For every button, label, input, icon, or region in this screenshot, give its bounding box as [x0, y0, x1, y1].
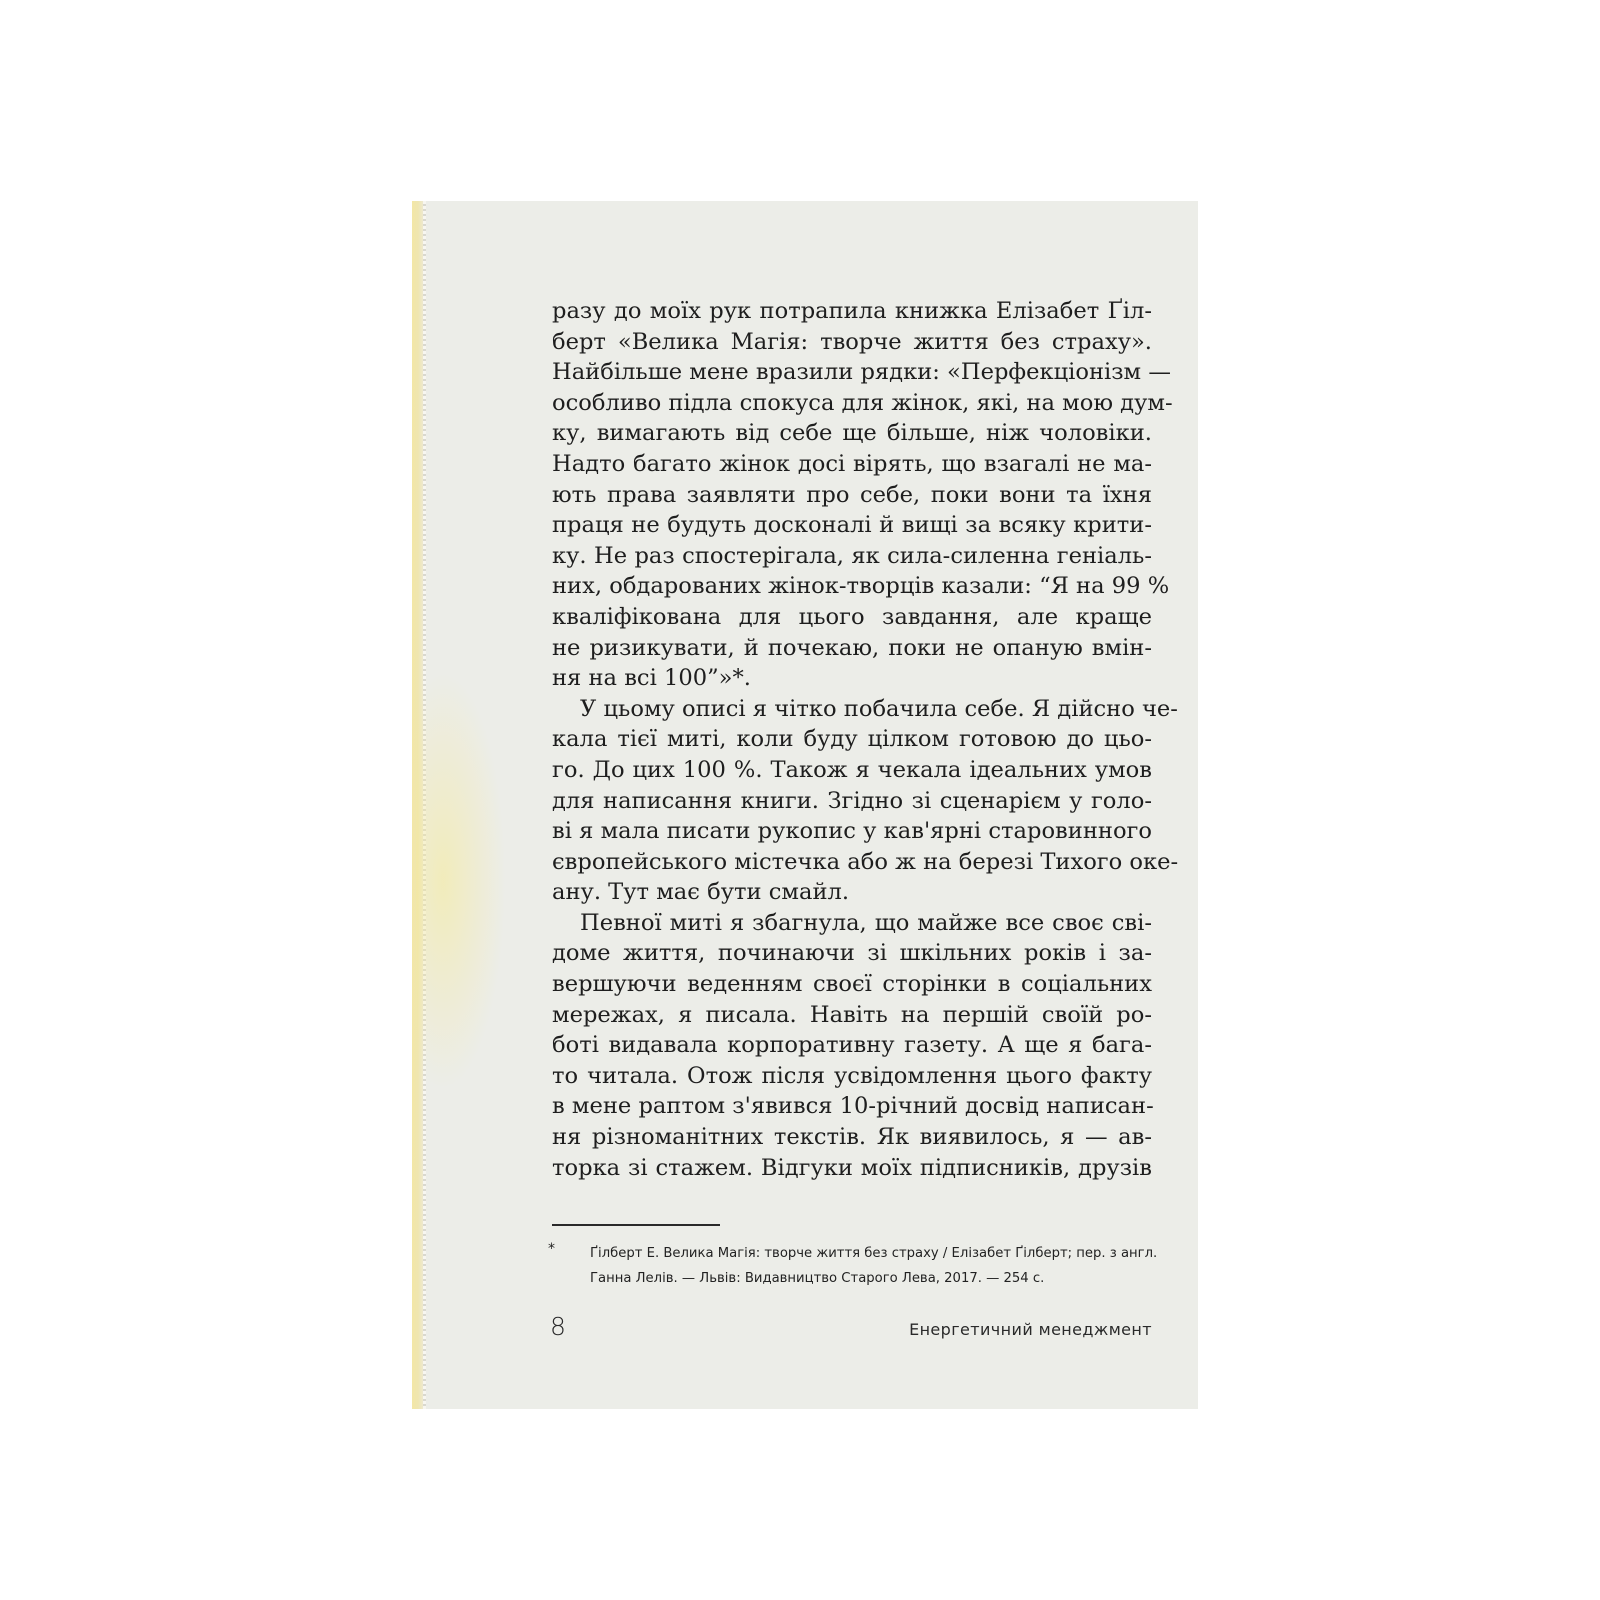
body-line: го. До цих 100 %. Також я чекала ідеальних умов [552, 756, 1152, 783]
body-line: ку, вимагають від себе ще більше, ніж чоловіки. [552, 420, 1152, 447]
body-line: ану. Тут має бути смайл. [552, 879, 850, 906]
body-line: Найбільше мене вразили рядки: «Перфекціонізм — [552, 359, 1171, 386]
body-line: Певної миті я збагнула, що майже все своє сві- [580, 909, 1152, 936]
body-line: берт «Велика Магія: творче життя без страху». [552, 328, 1152, 355]
body-line: ня різноманітних текстів. Як виявилось, я — ав- [552, 1124, 1152, 1151]
body-line: боті видавала корпоративну газету. А ще я бага- [552, 1032, 1152, 1059]
body-line: кала тієї миті, коли буду цілком готовою до цьо- [552, 726, 1152, 753]
body-line: доме життя, починаючи зі шкільних років і за- [552, 940, 1152, 967]
body-line: разу до моїх рук потрапила книжка Елізабет Ґіл- [552, 298, 1152, 324]
footnote-line: Ганна Лелів. — Львів: Видавництво Старого Лева, 2017. — 254 с. [590, 1271, 1045, 1286]
body-line: для написання книги. Згідно зі сценарієм у голо- [552, 787, 1152, 814]
body-line: ня на всі 100”»*. [552, 665, 751, 692]
body-line: праця не будуть досконалі й вищі за всяку крити- [552, 512, 1152, 539]
body-line: вершуючи веденням своєї сторінки в соціальних [552, 971, 1152, 998]
footnote-mark: * [548, 1241, 555, 1257]
body-line: європейського містечка або ж на березі Тихого оке- [552, 848, 1179, 875]
body-line: ві я мала писати рукопис у кав'ярні старовинного [552, 818, 1152, 845]
body-line: ють права заявляти про себе, поки вони та їхня [552, 481, 1152, 508]
body-line: кваліфікована для цього завдання, але краще [552, 603, 1152, 630]
body-line: Надто багато жінок досі вірять, що взагалі не ма- [552, 450, 1152, 477]
footnote [590, 1241, 1160, 1291]
body-line: то читала. Отож після усвідомлення цього факту [552, 1062, 1152, 1089]
body-text [552, 296, 1179, 1183]
body-line: особливо підла спокуса для жінок, які, на мою дум- [552, 389, 1173, 416]
body-line: них, обдарованих жінок-творців казали: “Я на 99 % [552, 573, 1170, 600]
book-page [412, 201, 1198, 1409]
body-line: торка зі стажем. Відгуки моїх підписників, друзів [552, 1154, 1152, 1181]
body-line: ку. Не раз спостерігала, як сила-силенна геніаль- [552, 542, 1152, 569]
body-line: мережах, я писала. Навіть на першій своїй ро- [552, 1001, 1152, 1028]
body-line: в мене раптом з'явився 10-річний досвід написан- [552, 1093, 1154, 1120]
footnote-divider [552, 1224, 720, 1226]
cover-color-bleed [416, 671, 506, 1091]
page-number: 8 [550, 1312, 566, 1341]
running-footer-title: Енергетичний менеджмент [909, 1320, 1152, 1339]
body-line: не ризикувати, й почекаю, поки не опаную вмін- [552, 634, 1152, 661]
body-line: У цьому описі я чітко побачила себе. Я дійсно че- [580, 695, 1178, 722]
footnote-line: Ґілберт Е. Велика Магія: творче життя без страху / Елізабет Ґілберт; пер. з англ. [590, 1246, 1158, 1261]
